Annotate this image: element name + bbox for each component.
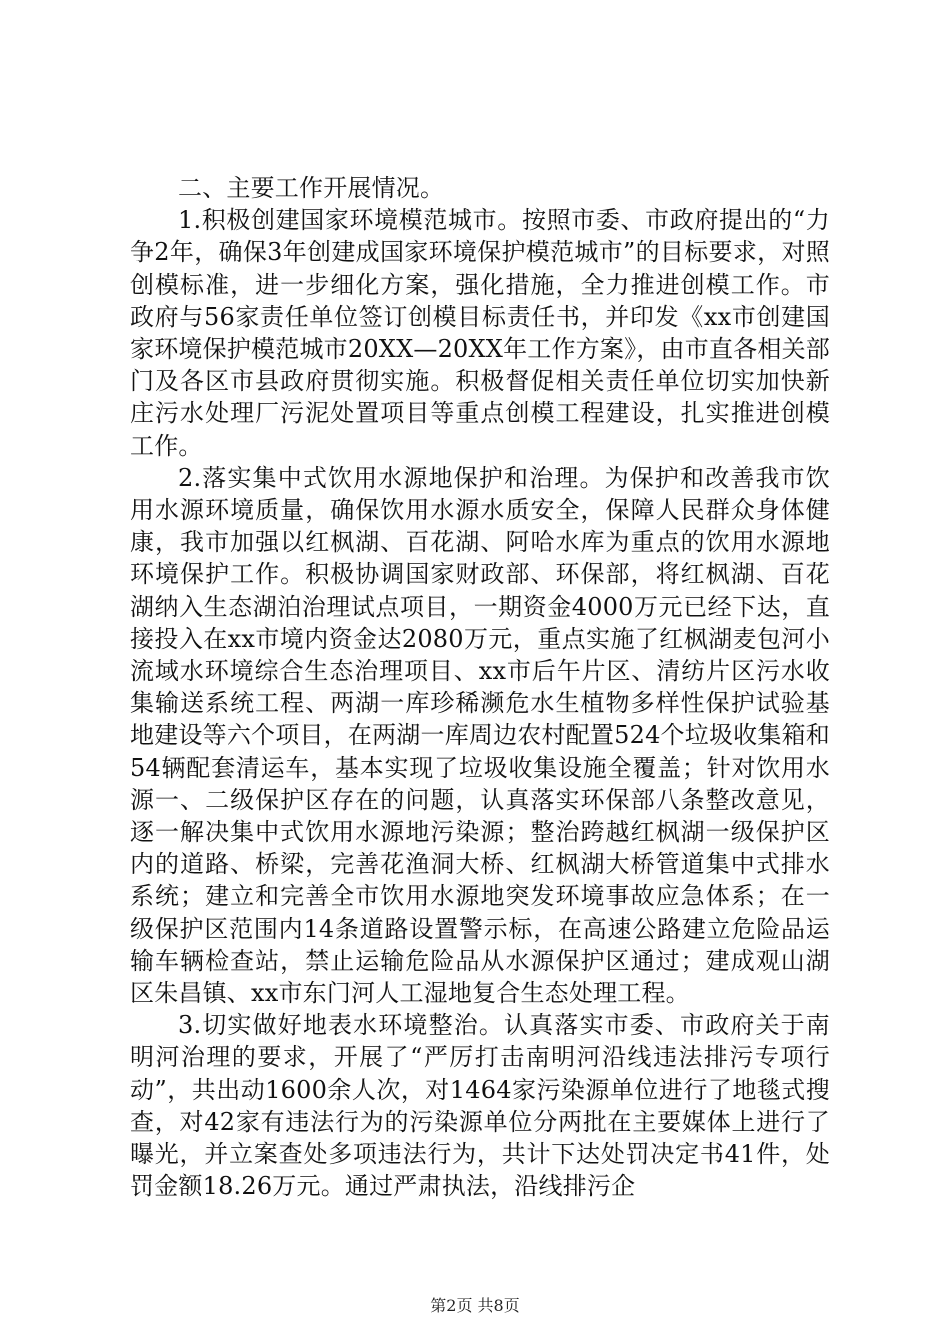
paragraph-1: 1.积极创建国家环境模范城市。按照市委、市政府提出的“力争2年，确保3年创建成国家环境保护模范城市”的目标要求，对照创模标准，进一步细化方案，强化措施，全力推进创模工作。市政府与56家责任单位签订创模目标责任书，并印发《xx市创建国家环境保护模范城市20XX—20XX年工作方案》，由市直各相关部门及各区市县政府贯彻实施。积极督促相关责任单位切实加快新庄污水处理厂污泥处置项目等重点创模工程建设，扎实推进创模工作。 [130,206,830,460]
section-heading: 二、主要工作开展情况。 [178,174,445,202]
paragraph-2: 2.落实集中式饮用水源地保护和治理。为保护和改善我市饮用水源环境质量，确保饮用水源水质安全，保障人民群众身体健康，我市加强以红枫湖、百花湖、阿哈水库为重点的饮用水源地环境保护工作。积极协调国家财政部、环保部，将红枫湖、百花湖纳入生态湖泊治理试点项目，一期资金4000万元已经下达，直接投入在xx市境内资金达2080万元，重点实施了红枫湖麦包河小流域水环境综合生态治理项目、xx市后午片区、清纺片区污水收集输送系统工程、两湖一库珍稀濒危水生植物多样性保护试验基地建设等六个项目，在两湖一库周边农村配置524个垃圾收集箱和54辆配套清运车，基本实现了垃圾收集设施全覆盖；针对饮用水源一、二级保护区存在的问题，认真落实环保部八条整改意见，逐一解决集中式饮用水源地污染源；整治跨越红枫湖一级保护区内的道路、桥梁，完善花渔洞大桥、红枫湖大桥管道集中式排水系统；建立和完善全市饮用水源地突发环境事故应急体系；在一级保护区范围内14条道路设置警示标，在高速公路建立危险品运输车辆检查站，禁止运输危险品从水源保护区通过；建成观山湖区朱昌镇、xx市东门河人工湿地复合生态处理工程。 [130,463,830,1008]
page-footer: 第2页 共8页 [430,1296,520,1315]
document-body [130,172,830,1203]
paragraph-3: 3.切实做好地表水环境整治。认真落实市委、市政府关于南明河治理的要求，开展了“严厉打击南明河沿线违法排污专项行动”，共出动1600余人次，对1464家污染源单位进行了地毯式搜查，对42家有违法行为的污染源单位分两批在主要媒体上进行了曝光，并立案查处多项违法行为，共计下达处罚决定书41件，处罚金额18.26万元。通过严肃执法，沿线排污企 [130,1011,830,1201]
